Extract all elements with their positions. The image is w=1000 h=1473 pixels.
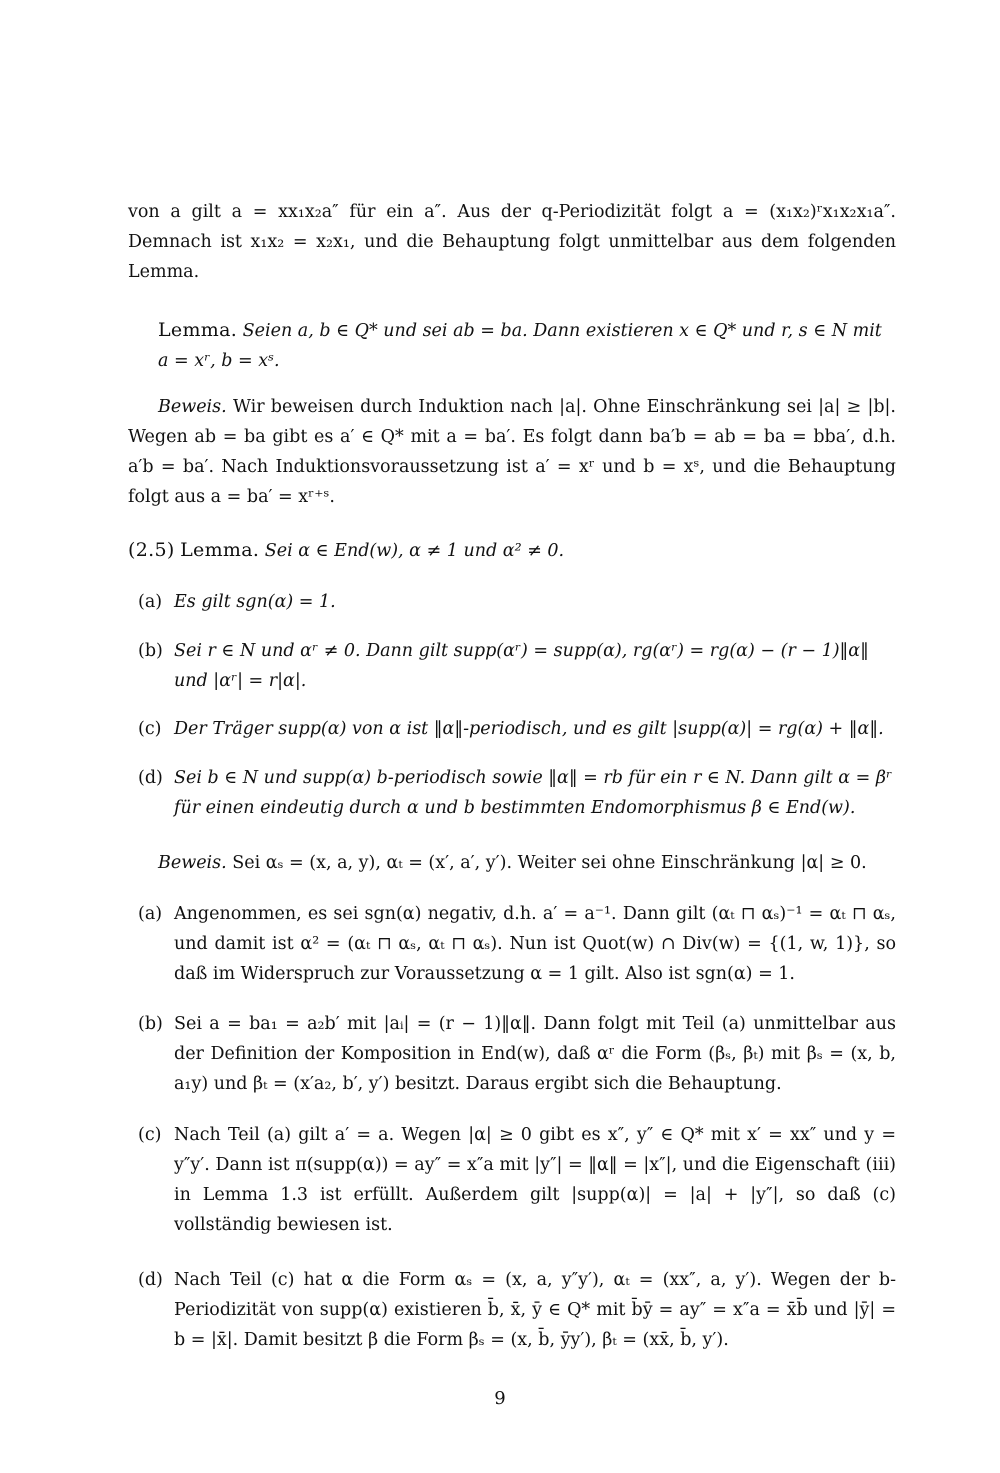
lemma-proof (128, 392, 896, 512)
item-text: Nach Teil (c) hat α die Form αₛ = (x, a, y″y′), αₜ = (xx″, a, y′). Wegen der b-Periodizität von supp(α) existieren b̄, x̄, ȳ ∈ Q* mit b̄ȳ = ay″ = x″a = x̄b̄ und |ȳ| = b = |x̄|. Damit besitzt β die Form βₛ = (x, b̄, ȳy′), βₜ = (xx̄, b̄, y′). (174, 1270, 896, 1350)
proof-2-5-item-b (138, 1009, 896, 1099)
lemma-2-5-item-b (138, 636, 896, 696)
proof-label: Beweis. (158, 397, 227, 417)
item-label: (a) (138, 904, 163, 924)
proof-2-5-item-c (138, 1120, 896, 1240)
item-text: Der Träger supp(α) von α ist ‖α‖-periodisch, und es gilt |supp(α)| = rg(α) + ‖α‖. (174, 719, 884, 739)
lemma-statement: Seien a, b ∈ Q* und sei ab = ba. Dann existieren x ∈ Q* und r, s ∈ N mit a = xʳ, b = xˢ. (158, 321, 882, 371)
item-text: Sei r ∈ N und αʳ ≠ 0. Dann gilt supp(αʳ) = supp(α), rg(αʳ) = rg(α) − (r − 1)‖α‖ und |αʳ| = r|α|. (174, 641, 869, 691)
lemma-2-5-statement: Sei α ∈ End(w), α ≠ 1 und α² ≠ 0. (264, 541, 565, 561)
item-label: (a) (138, 592, 163, 612)
page-number: 9 (494, 1388, 506, 1409)
lemma-2-5-item-a (138, 587, 896, 617)
item-label: (d) (138, 768, 163, 788)
item-text: Nach Teil (a) gilt a′ = a. Wegen |α| ≥ 0 gibt es x″, y″ ∈ Q* mit x′ = xx″ und y = y″y′. Dann ist π(supp(α)) = ay″ = x″a mit |y″| = ‖α‖ = |x″|, und die Eigenschaft (iii) in Lemma 1.3 ist erfüllt. Außerdem gilt |supp(α)| = |a| + |y″|, so daß (c) vollständig bewiesen ist. (174, 1125, 896, 1235)
item-label: (b) (138, 641, 163, 661)
lemma-2-5-item-d (138, 763, 896, 823)
proof-label: Beweis. (158, 853, 227, 873)
item-label: (d) (138, 1270, 163, 1290)
lemma (158, 315, 896, 376)
item-label: (b) (138, 1014, 163, 1034)
item-label: (c) (138, 1125, 162, 1145)
proof-2-5-item-d (138, 1265, 896, 1355)
proof-2-5-item-a (138, 899, 896, 989)
lemma-heading: Lemma. (158, 319, 238, 341)
lemma-proof-text: Wir beweisen durch Induktion nach |a|. Ohne Einschränkung sei |a| ≥ |b|. Wegen ab = ba gibt es a′ ∈ Q* mit a = ba′. Es folgt dann ba′b = ab = ba = bba′, d.h. a′b = ba′. Nach Induktionsvoraussetzung ist a′ = xʳ und b = xˢ, und die Behauptung folgt aus a = ba′ = xʳ⁺ˢ. (128, 397, 896, 507)
lemma-2-5-heading: Lemma. (180, 539, 260, 561)
proof-intro-text: Sei αₛ = (x, a, y), αₜ = (x′, a′, y′). Weiter sei ohne Einschränkung |α| ≥ 0. (232, 853, 867, 873)
proof-2-5-intro (158, 848, 896, 878)
item-text: Es gilt sgn(α) = 1. (174, 592, 336, 612)
lemma-2-5-number: (2.5) (128, 539, 175, 561)
item-text: Sei b ∈ N und supp(α) b-periodisch sowie ‖α‖ = rb für ein r ∈ N. Dann gilt α = βʳ für einen eindeutig durch α und b bestimmten Endomorphismus β ∈ End(w). (174, 768, 893, 818)
item-text: Angenommen, es sei sgn(α) negativ, d.h. a′ = a⁻¹. Dann gilt (αₜ ⊓ αₛ)⁻¹ = αₜ ⊓ αₛ, und damit ist α² = (αₜ ⊓ αₛ, αₜ ⊓ αₛ). Nun ist Quot(w) ∩ Div(w) = {(1, w, 1)}, so daß im Widerspruch zur Voraussetzung α = 1 gilt. Also ist sgn(α) = 1. (174, 904, 896, 984)
item-text: Sei a = ba₁ = a₂b′ mit |aᵢ| = (r − 1)‖α‖. Dann folgt mit Teil (a) unmittelbar aus der Definition der Komposition in End(w), daß αʳ die Form (βₛ, βₜ) mit βₛ = (x, b, a₁y) und βₜ = (x′a₂, b′, y′) besitzt. Daraus ergibt sich die Behauptung. (174, 1014, 896, 1094)
lemma-2-5-item-c (138, 714, 896, 744)
top-paragraph: von a gilt a = xx₁x₂a″ für ein a″. Aus der q-Periodizität folgt a = (x₁x₂)ʳx₁x₂x₁a″. Demnach ist x₁x₂ = x₂x₁, und die Behauptung folgt unmittelbar aus dem folgenden Lemma. (128, 202, 896, 282)
item-label: (c) (138, 719, 162, 739)
lemma-2-5 (128, 535, 896, 566)
